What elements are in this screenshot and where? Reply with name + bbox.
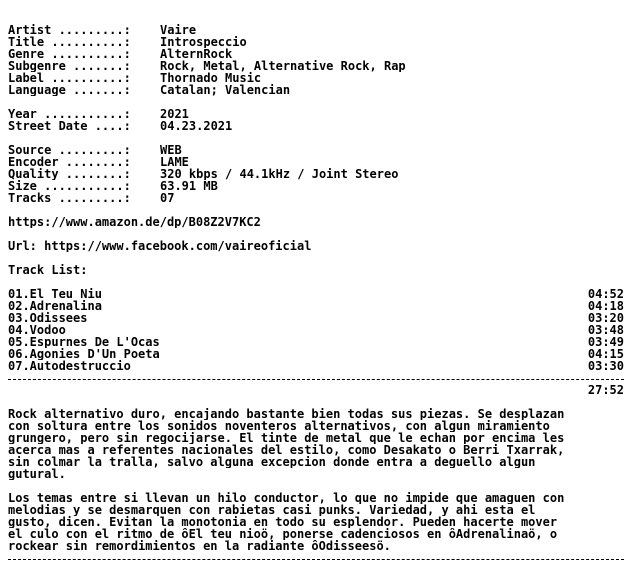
info-row-genre (8, 48, 624, 60)
paragraph-line: con soltura entre los sonidos noventeros alternativos, con algun miramiento (8, 420, 550, 432)
paragraph-line: rockear sin remordimientos en la radiante ôOdisseesö. (8, 540, 391, 552)
review-paragraph-2 (8, 492, 624, 552)
info-row-title (8, 36, 624, 48)
info-key: Source .........: (8, 144, 131, 156)
divider-line (8, 372, 624, 384)
track-title: 04.Vodoo (8, 324, 66, 336)
divider-line-bottom (8, 552, 624, 564)
info-key: Artist .........: (8, 24, 131, 36)
street-date-value: 04.23.2021 (160, 120, 233, 132)
track-list (8, 288, 624, 372)
track-row (8, 348, 624, 360)
info-key: Encoder ........: (8, 156, 131, 168)
track-time: 03:48 (587, 324, 624, 336)
tracklist-heading: Track List: (8, 264, 88, 276)
info-key: Language .......: (8, 84, 131, 96)
paragraph-line: el culo con el ritmo de ôEl teu nioö, ponerse cadenciosos en ôAdrenalinaö, o (8, 528, 558, 540)
info-key: Label ..........: (8, 72, 131, 84)
info-row-subgenre (8, 60, 624, 72)
track-row (8, 288, 624, 300)
facebook-link: Url: https://www.facebook.com/vaireoficial (8, 240, 312, 252)
artist-value: Vaire (160, 24, 197, 36)
track-row (8, 300, 624, 312)
paragraph-line: Los temas entre si llevan un hilo conductor, lo que no impide que amaguen con (8, 492, 565, 504)
track-row (8, 360, 624, 372)
info-row-street-date (8, 120, 624, 132)
language-value: Catalan; Valencian (160, 84, 291, 96)
paragraph-line: sin colmar la tralla, salvo alguna excepcion donde entra a deguello algun (8, 456, 536, 468)
track-time: 03:49 (587, 336, 624, 348)
info-row-size (8, 180, 624, 192)
spacer (8, 96, 624, 108)
source-value: WEB (160, 144, 182, 156)
subgenre-value: Rock, Metal, Alternative Rock, Rap (160, 60, 406, 72)
info-row-artist (8, 24, 624, 36)
track-title: 02.Adrenalina (8, 300, 102, 312)
info-key: Size ...........: (8, 180, 131, 192)
year-value: 2021 (160, 108, 189, 120)
info-row-label (8, 72, 624, 84)
track-title: 05.Espurnes De L'Ocas (8, 336, 160, 348)
track-row (8, 324, 624, 336)
track-time: 04:18 (587, 300, 624, 312)
info-key: Title ..........: (8, 36, 131, 48)
track-time: 03:30 (587, 360, 624, 372)
genre-value: AlternRock (160, 48, 233, 60)
amazon-link: https://www.amazon.de/dp/B08Z2V7KC2 (8, 216, 261, 228)
track-title: 06.Agonies D'Un Poeta (8, 348, 160, 360)
info-row-source (8, 144, 624, 156)
tech-block (8, 144, 624, 204)
info-key: Street Date ....: (8, 120, 131, 132)
info-row-language (8, 84, 624, 96)
spacer (8, 396, 624, 408)
quality-value: 320 kbps / 44.1kHz / Joint Stereo (160, 168, 399, 180)
info-key: Year ...........: (8, 108, 131, 120)
info-key: Tracks .........: (8, 192, 131, 204)
info-row-encoder (8, 156, 624, 168)
nfo-document (8, 24, 624, 564)
track-time: 04:15 (587, 348, 624, 360)
spacer (8, 276, 624, 288)
paragraph-line: acerca mas a referentes nacionales del estilo, como Desakato o Berri Txarrak, (8, 444, 565, 456)
track-title: 03.Odissees (8, 312, 88, 324)
label-value: Thornado Music (160, 72, 262, 84)
info-key: Genre ..........: (8, 48, 131, 60)
info-row-year (8, 108, 624, 120)
spacer (8, 480, 624, 492)
info-key: Quality ........: (8, 168, 131, 180)
size-value: 63.91 MB (160, 180, 218, 192)
spacer (8, 132, 624, 144)
review-paragraph-1 (8, 408, 624, 480)
track-title: 07.Autodestruccio (8, 360, 131, 372)
paragraph-line: gutural. (8, 468, 66, 480)
track-time: 04:52 (587, 288, 624, 300)
tracks-value: 07 (160, 192, 175, 204)
spacer (8, 204, 624, 216)
paragraph-line: gusto, dicen. Evitan la monotonia en todo su esplendor. Pueden hacerte mover (8, 516, 558, 528)
paragraph-line: Rock alternativo duro, encajando bastante bien todas sus piezas. Se desplazan (8, 408, 565, 420)
release-block (8, 108, 624, 132)
track-title: 01.El Teu Niu (8, 288, 102, 300)
info-key: Subgenre .......: (8, 60, 131, 72)
encoder-value: LAME (160, 156, 189, 168)
info-block (8, 24, 624, 96)
paragraph-line: grungero, pero sin regocijarse. El tinte de metal que le echan por encima les (8, 432, 565, 444)
info-row-tracks (8, 192, 624, 204)
info-row-quality (8, 168, 624, 180)
spacer (8, 252, 624, 264)
track-row (8, 336, 624, 348)
title-value: Introspeccio (160, 36, 247, 48)
paragraph-line: melodias y se desmarquen con rabietas casi punks. Variedad, y ahi esta el (8, 504, 536, 516)
track-time: 03:20 (587, 312, 624, 324)
total-time: 27:52 (587, 384, 624, 396)
track-row (8, 312, 624, 324)
spacer (8, 228, 624, 240)
